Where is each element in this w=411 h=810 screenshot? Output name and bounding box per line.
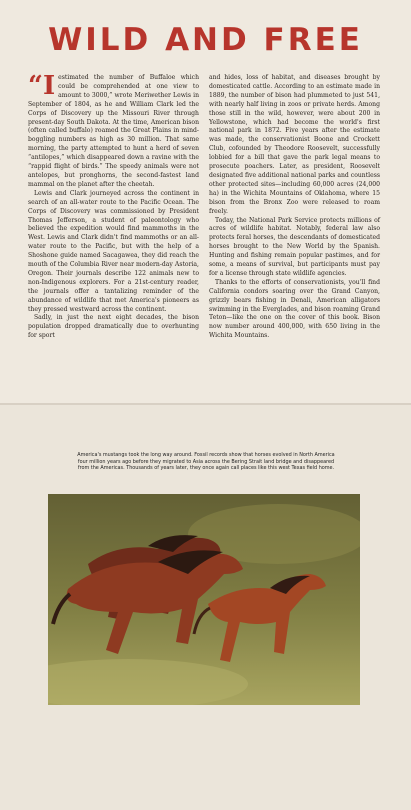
- paragraph: Thanks to the efforts of conservationists, you'll find California condors soaring over the Grand Canyon, grizzly bears fishing in Denali, American alligators swimming in the Everglades, and bison roaming Grand Teton—like the one on the cover of this book. Bison now number around 400,000, with 650 living in the Wichita Mountains.: [209, 278, 380, 340]
- paragraph: Lewis and Clark journeyed across the continent in search of an all-water route to the Pacific Ocean. The Corps of Discovery was commissioned by President Thomas Jefferson, a student of paleontology who believed the expedition would find mammoths in the West. Lewis and Clark didn't find mammoths or an all-water route to the Pacific, but with the help of a Shoshone guide named Sacagawea, they did reach the mouth of the Columbia River near modern-day Astoria, Oregon. Their journals describe 122 animals new to non-Indigenous explorers. For a 21st-century reader, the journals offer a tantalizing reminder of the abundance of wildlife that met America's pioneers as they pressed westward across the continent.: [28, 189, 199, 313]
- paragraph: and hides, loss of habitat, and diseases brought by domesticated cattle. According to an estimate made in 1889, the number of bison had plummeted to just 541, with nearly half living in zoos or private herds. Among those still in the wild, however, were about 200 in Yellowstone, which had become the world's first national park in 1872. Five years after the estimate was made, the conservationist Boone and Crockett Club, cofounded by Theodore Roosevelt, successfully lobbied for a bill that gave the park legal means to prosecute poachers. Later, as president, Roosevelt designated five additional national parks and countless other protected sites—including 60,000 acres (24,000 ha) in the Wichita Mountains of Oklahoma, where 15 bison from the Bronx Zoo were released to roam freely.: [209, 74, 380, 215]
- paragraph: Today, the National Park Service protects millions of acres of wildlife habitat. Notably, federal law also protects feral horses, the descendants of domesticated horses brought to the New World by the Spanish. Hunting and fishing remain popular pastimes, and for some, a means of survival, but participants must pay for a license through state wildlife agencies.: [209, 216, 380, 277]
- photo-caption: America's mustangs took the long way around. Fossil records show that horses evolved in North America four million years ago before they migrated to Asia across the Bering Strait land bridge and disappeared from the Americas. Thousands of years later, they once again call places like this west Texas field home.: [77, 452, 335, 472]
- left-text-column: [28, 71, 199, 341]
- text-page: [0, 0, 411, 403]
- paragraph: Sadly, in just the next eight decades, the bison population dropped dramatically due to overhunting for sport: [28, 314, 199, 340]
- horses-running-icon: [48, 494, 360, 705]
- paragraph-text: estimated the number of Buffaloe which could be comprehended at one view to amount to 3000,” wrote Meriwether Lewis in September of 1804, as he and William Clark led the Corps of Discovery up the Missouri River through present-day South Dakota. At the time, American bison (often called buffalo) roamed the Great Plains in mind-boggling numbers as high as 30 million. That same morning, the party attempted to hunt a herd of seven “antilopes,” which disappeared down a ravine with the “rappid flight of birds.” The speedy animals were not antelopes, but pronghorns, the second-fastest land mammal on the planet after the cheetah.: [28, 74, 199, 188]
- paragraph: [28, 71, 199, 190]
- horses-photo: [48, 494, 360, 705]
- page-title: WILD AND FREE: [48, 22, 363, 58]
- drop-cap: “I: [28, 71, 56, 101]
- right-text-column: [209, 74, 380, 341]
